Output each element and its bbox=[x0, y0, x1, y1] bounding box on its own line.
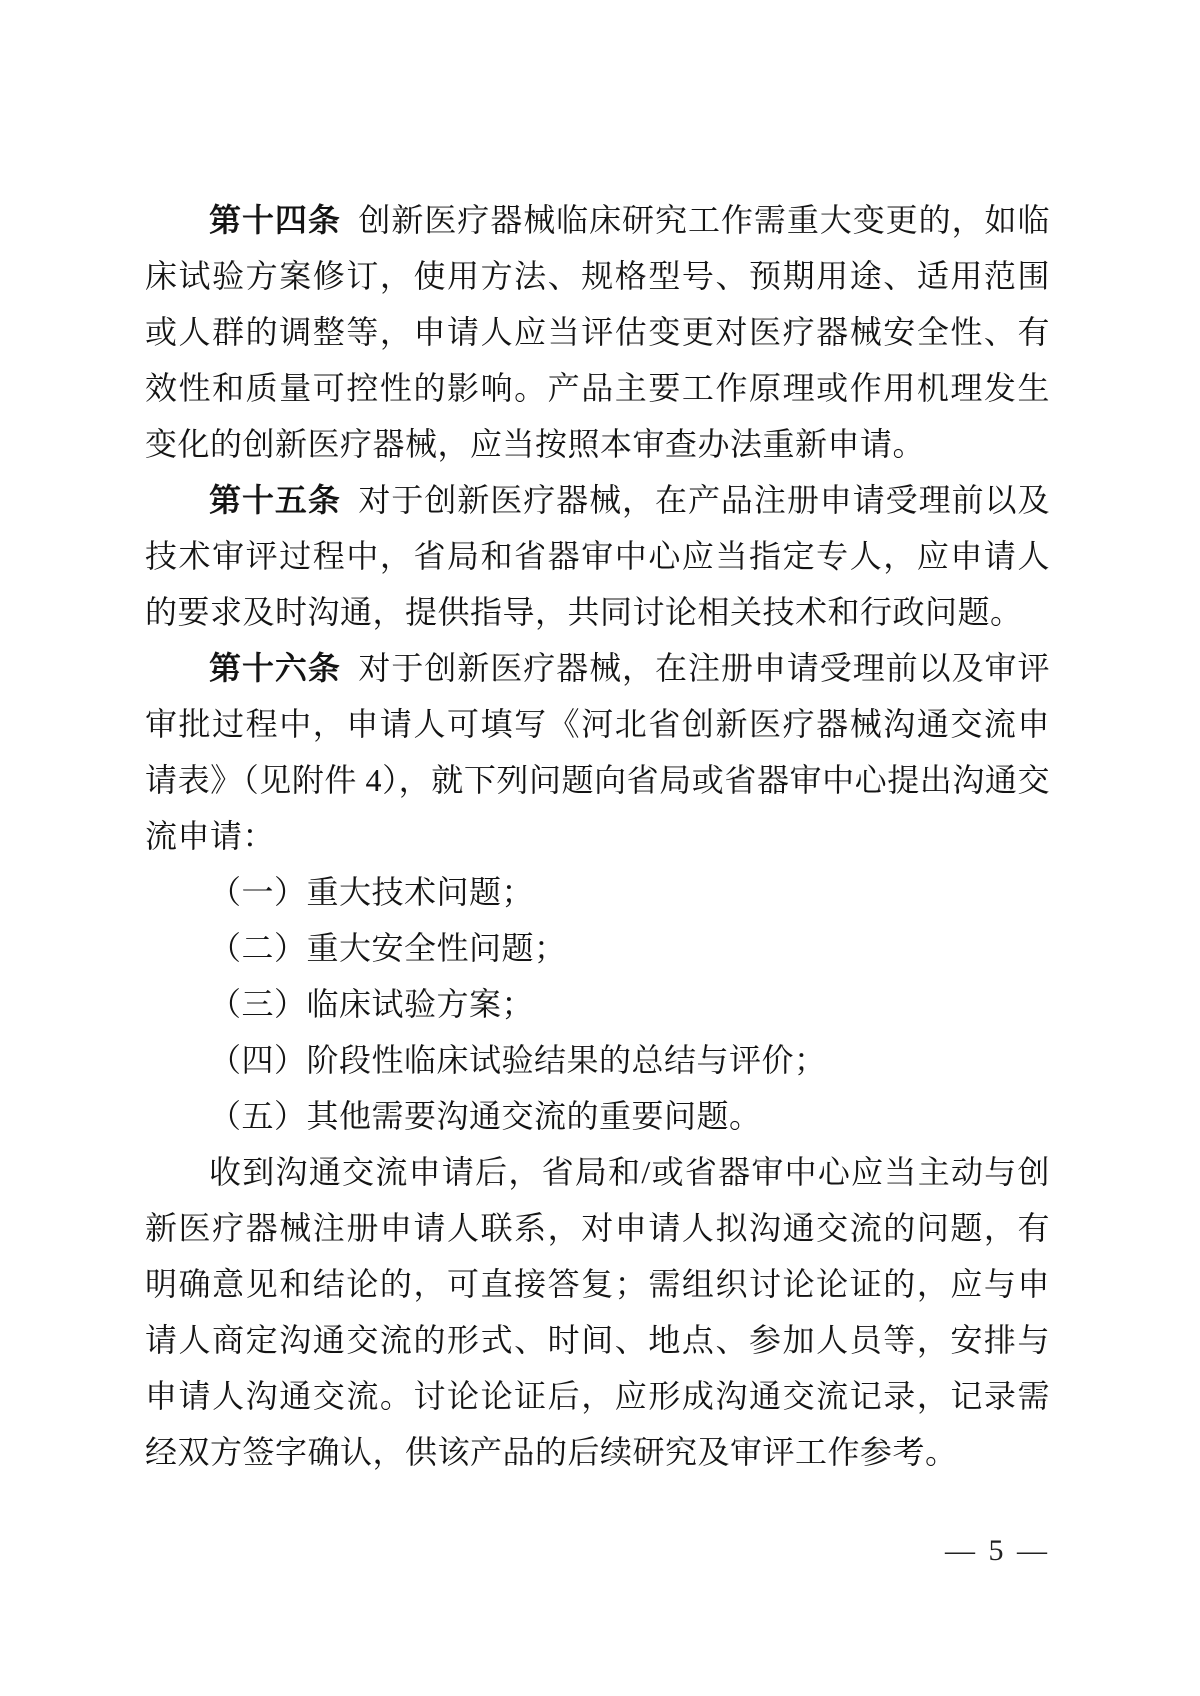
list-item-4-text: （四）阶段性临床试验结果的总结与评价； bbox=[209, 1042, 827, 1078]
list-item-3-text: （三）临床试验方案； bbox=[209, 986, 535, 1022]
article-16-paragraph bbox=[145, 640, 1050, 864]
list-item-5 bbox=[145, 1088, 1050, 1144]
list-item-2-text: （二）重大安全性问题； bbox=[209, 930, 567, 966]
document-body bbox=[145, 192, 1050, 1480]
article-16-text: 对于创新医疗器械，在注册申请受理前以及审评审批过程中，申请人可填写《河北省创新医疗器械沟通交流申请表》（见附件 4），就下列问题向省局或省器审中心提出沟通交流申请： bbox=[145, 650, 1050, 854]
article-14-heading: 第十四条 bbox=[209, 202, 341, 238]
list-item-1-text: （一）重大技术问题； bbox=[209, 874, 535, 910]
list-item-4 bbox=[145, 1032, 1050, 1088]
list-item-2 bbox=[145, 920, 1050, 976]
article-15-heading: 第十五条 bbox=[209, 482, 341, 518]
article-14-text: 创新医疗器械临床研究工作需重大变更的，如临床试验方案修订，使用方法、规格型号、预期用途、适用范围或人群的调整等，申请人应当评估变更对医疗器械安全性、有效性和质量可控性的影响。产品主要工作原理或作用机理发生变化的创新医疗器械，应当按照本审查办法重新申请。 bbox=[145, 202, 1050, 462]
article-15-text: 对于创新医疗器械，在产品注册申请受理前以及技术审评过程中，省局和省器审中心应当指定专人，应申请人的要求及时沟通，提供指导，共同讨论相关技术和行政问题。 bbox=[145, 482, 1050, 630]
article-14-paragraph bbox=[145, 192, 1050, 472]
page-footer bbox=[145, 1534, 1050, 1568]
page-number: — 5 — bbox=[945, 1534, 1050, 1567]
list-item-1 bbox=[145, 864, 1050, 920]
closing-paragraph-text: 收到沟通交流申请后，省局和/或省器审中心应当主动与创新医疗器械注册申请人联系，对申请人拟沟通交流的问题，有明确意见和结论的，可直接答复；需组织讨论论证的，应与申请人商定沟通交流的形式、时间、地点、参加人员等，安排与申请人沟通交流。讨论论证后，应形成沟通交流记录，记录需经双方签字确认，供该产品的后续研究及审评工作参考。 bbox=[145, 1154, 1050, 1470]
article-16-heading: 第十六条 bbox=[209, 650, 341, 686]
list-item-5-text: （五）其他需要沟通交流的重要问题。 bbox=[209, 1098, 762, 1134]
article-15-paragraph bbox=[145, 472, 1050, 640]
list-item-3 bbox=[145, 976, 1050, 1032]
closing-paragraph bbox=[145, 1144, 1050, 1480]
